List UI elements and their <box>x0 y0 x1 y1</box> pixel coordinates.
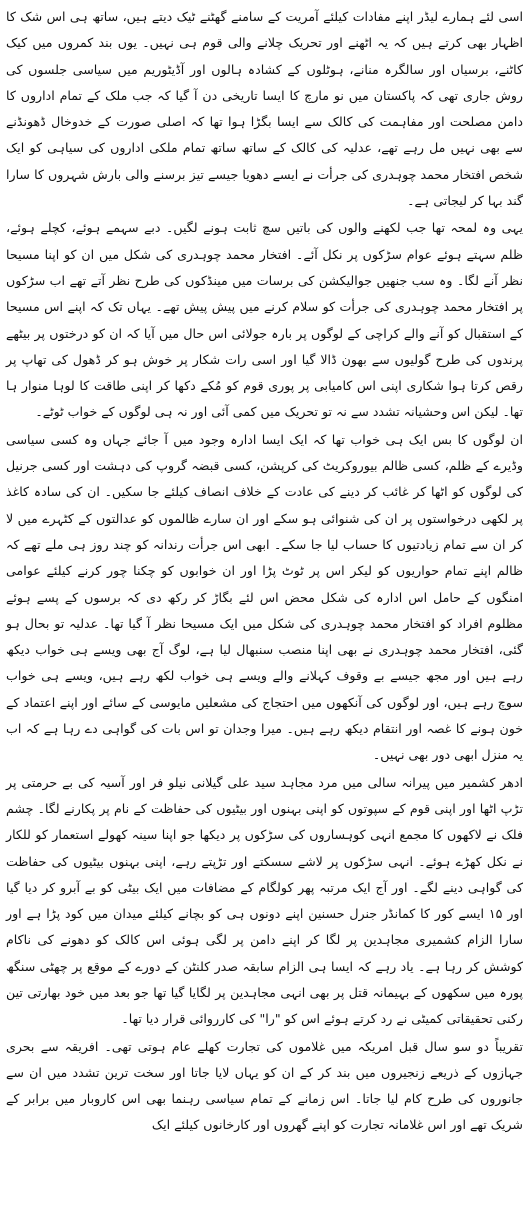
urdu-column-article <box>6 4 523 1139</box>
article-paragraph-3: ان لوگوں کا بس ایک ہی خواب تھا کہ ایک ایسا ادارہ وجود میں آ جائے جہاں وہ کسی سیاسی وڈیرے کے ظلم، کسی ظالم بیوروکریٹ کی کرپشن، کسی قبضہ گروپ کی دہشت اور کسی جرنیل کی لوگوں کو اٹھا کر غائب کر دینے کی عادت کے خلاف انصاف کیلئے جا سکیں۔ ان کی سادہ کاغذ پر لکھی درخواستوں پر ان کی شنوائی ہو سکے اور ان سارے ظالموں کو عدالتوں کے کٹہرے میں لا کر ان سے تمام زیادتیوں کا حساب لیا جا سکے۔ ابھی اس جرأت رندانہ کو چند روز ہی ملے تھے کہ ظالم اپنے تمام حواریوں کو لیکر اس پر ٹوٹ پڑا اور ان خوابوں کو چکنا چور کرنے کیلئے عوامی امنگوں کے حامل اس ادارہ کی شکل محض اس لئے بگاڑ کر رکھ دی کہ برسوں کے پسے ہوئے مظلوم افراد کو افتخار محمد چوہدری کی شکل میں ایک مسیحا نظر آ گیا تھا۔ عدلیہ تو بحال ہو گئی، افتخار محمد چوہدری نے بھی اپنا منصب سنبھال لیا ہے، لوگ آج بھی ویسے ہی خواب دیکھ رہے ہیں اور مجھ جیسے بے وقوف کہلانے والے ویسے ہی خواب لکھ رہے ہیں، ویسے ہی خواب سوچ رہے ہیں، اور لوگوں کی آنکھوں میں احتجاج کی مشعلیں مایوسی کے سائے اور اپنے اعتماد کے خون ہونے کا غصہ اور انتقام دیکھ رہے ہیں۔ میرا وجدان تو اس بات کی گواہی دے رہا ہے کہ اب یہ منزل ابھی دور بھی نہیں۔ <box>6 431 523 763</box>
article-paragraph-2: یہی وہ لمحہ تھا جب لکھنے والوں کی باتیں سچ ثابت ہونے لگیں۔ دبے سہمے ہوئے، کچلے ہوئے، ظلم سہتے ہوئے عوام سڑکوں پر نکل آئے۔ افتخار محمد چوہدری کی شکل میں ان کو اپنا مسیحا نظر آنے لگا۔ وہ سب جنھیں جوالیکشن کی برسات میں مینڈکوں کی طرح نظر آتے تھے اب سڑکوں پر افتخار محمد چوہدری کی جرأت کو سلام کرنے میں پیش پیش تھے۔ یہاں تک کہ اپنے اس مسیحا کے استقبال کو آنے والے کراچی کے لوگوں پر بارہ جولائی اس حال میں آیا کہ ان کو درختوں پر بیٹھے پرندوں کی طرح گولیوں سے بھون ڈالا گیا اور اسی رات شکار پر خوش ہو کر ڈھول کی تھاپ پر رقص کرتا ہوا شکاری اپنی اس کامیابی پر پوری قوم کو مُکے دکھا کر اپنی طاقت کا لوہا منوار ہا تھا۔ لیکن اس وحشیانہ تشدد سے نہ تو تحریک میں کمی آئی اور نہ ہی لوگوں کے خواب ٹوٹے۔ <box>6 220 523 420</box>
article-paragraph-1: اسی لئے ہمارے لیڈر اپنے مفادات کیلئے آمریت کے سامنے گھٹنے ٹیک دیتے ہیں، ساتھ ہی اس شک کا اظہار بھی کرتے ہیں کہ یہ اٹھنے اور تحریک چلانے والی قوم ہی نہیں۔ یوں بند کمروں میں کیک کاٹنے، برسیاں اور سالگرہ منانے، ہوٹلوں کے کشادہ ہالوں اور آڈیٹوریم میں سیاسی جلسوں کی روش جاری تھی کہ پاکستان میں نو مارچ کا ایسا تاریخی دن آ گیا کہ جب ملک کے تمام اداروں کا دامن مصلحت اور مفاہمت کی کالک سے ایسا بگڑا ہوا تھا کہ اصلی صورت کے خدوخال ڈھونڈنے سے بھی نہیں مل رہے تھے، عدلیہ کی کالک کے ساتھ ساتھ تمام ملکی اداروں کی سیاہی کو ایک شخص افتخار محمد چوہدری کی جرأت نے ایسے دھویا جیسے تیز برسنے والی بارش شہروں کا سارا گند بہا کر لیجاتی ہے۔ <box>6 9 523 209</box>
article-paragraph-5: تقریباً دو سو سال قبل امریکہ میں غلاموں کی تجارت کھلے عام ہوتی تھی۔ افریقہ سے بحری جہازوں کے ذریعے زنجیروں میں بند کر کے ان کو یہاں لایا جاتا اور سخت ترین تشدد میں ان سے جانوروں کی طرح کام لیا جاتا۔ اس زمانے کے تمام سیاسی رہنما بھی اس کاروبار میں برابر کے شریک تھے اور اس غلامانہ تجارت کو اپنے گھروں اور کارخانوں کیلئے ایک <box>6 1038 523 1133</box>
article-paragraph-4: ادھر کشمیر میں پیرانہ سالی میں مرد مجاہد سید علی گیلانی نیلو فر اور آسیہ کی بے حرمتی پر تڑپ اٹھا اور اپنی قوم کے سپوتوں کو اپنی بہنوں اور بیٹیوں کی حفاظت کے نام پر پکارنے لگا۔ چشم فلک نے لاکھوں کا مجمع انہی کوہساروں کی سڑکوں پر دیکھا جو اپنا سینہ کھولے استعمار کو للکار نے نکل کھڑے ہوئے۔ انہی سڑکوں پر لاشے سسکتے اور تڑپتے رہے، اپنی بہنوں بیٹیوں کی حفاظت کی گواہی دینے لگے۔ اور آج ایک مرتبہ پھر کولگام کے مضافات میں ایک بیٹی کو بے آبرو کر دیا گیا اور ۱۵ ایسے کور کا کمانڈر جنرل حسنین اپنے دونوں ہی کو بچانے کیلئے میدان میں کود پڑا ہے اور سارا الزام کشمیری مجاہدین پر لگا کر اپنے دامن پر لگی ہوئی اس کالک کو دھونے کی ناکام کوشش کر رہا ہے۔ یاد رہے کہ ایسا ہی الزام سابقہ صدر کلنٹن کے دورے کے موقع پر چھٹی سنگھ پورہ میں سکھوں کے بہیمانہ قتل پر بھی انہی مجاہدین پر لگایا گیا تھا جو بعد میں خود بھارتی تین رکنی تحقیقاتی کمیٹی نے رد کرتے ہوئے اس کو "را" کی کارروائی قرار دیا تھا۔ <box>6 774 523 1027</box>
